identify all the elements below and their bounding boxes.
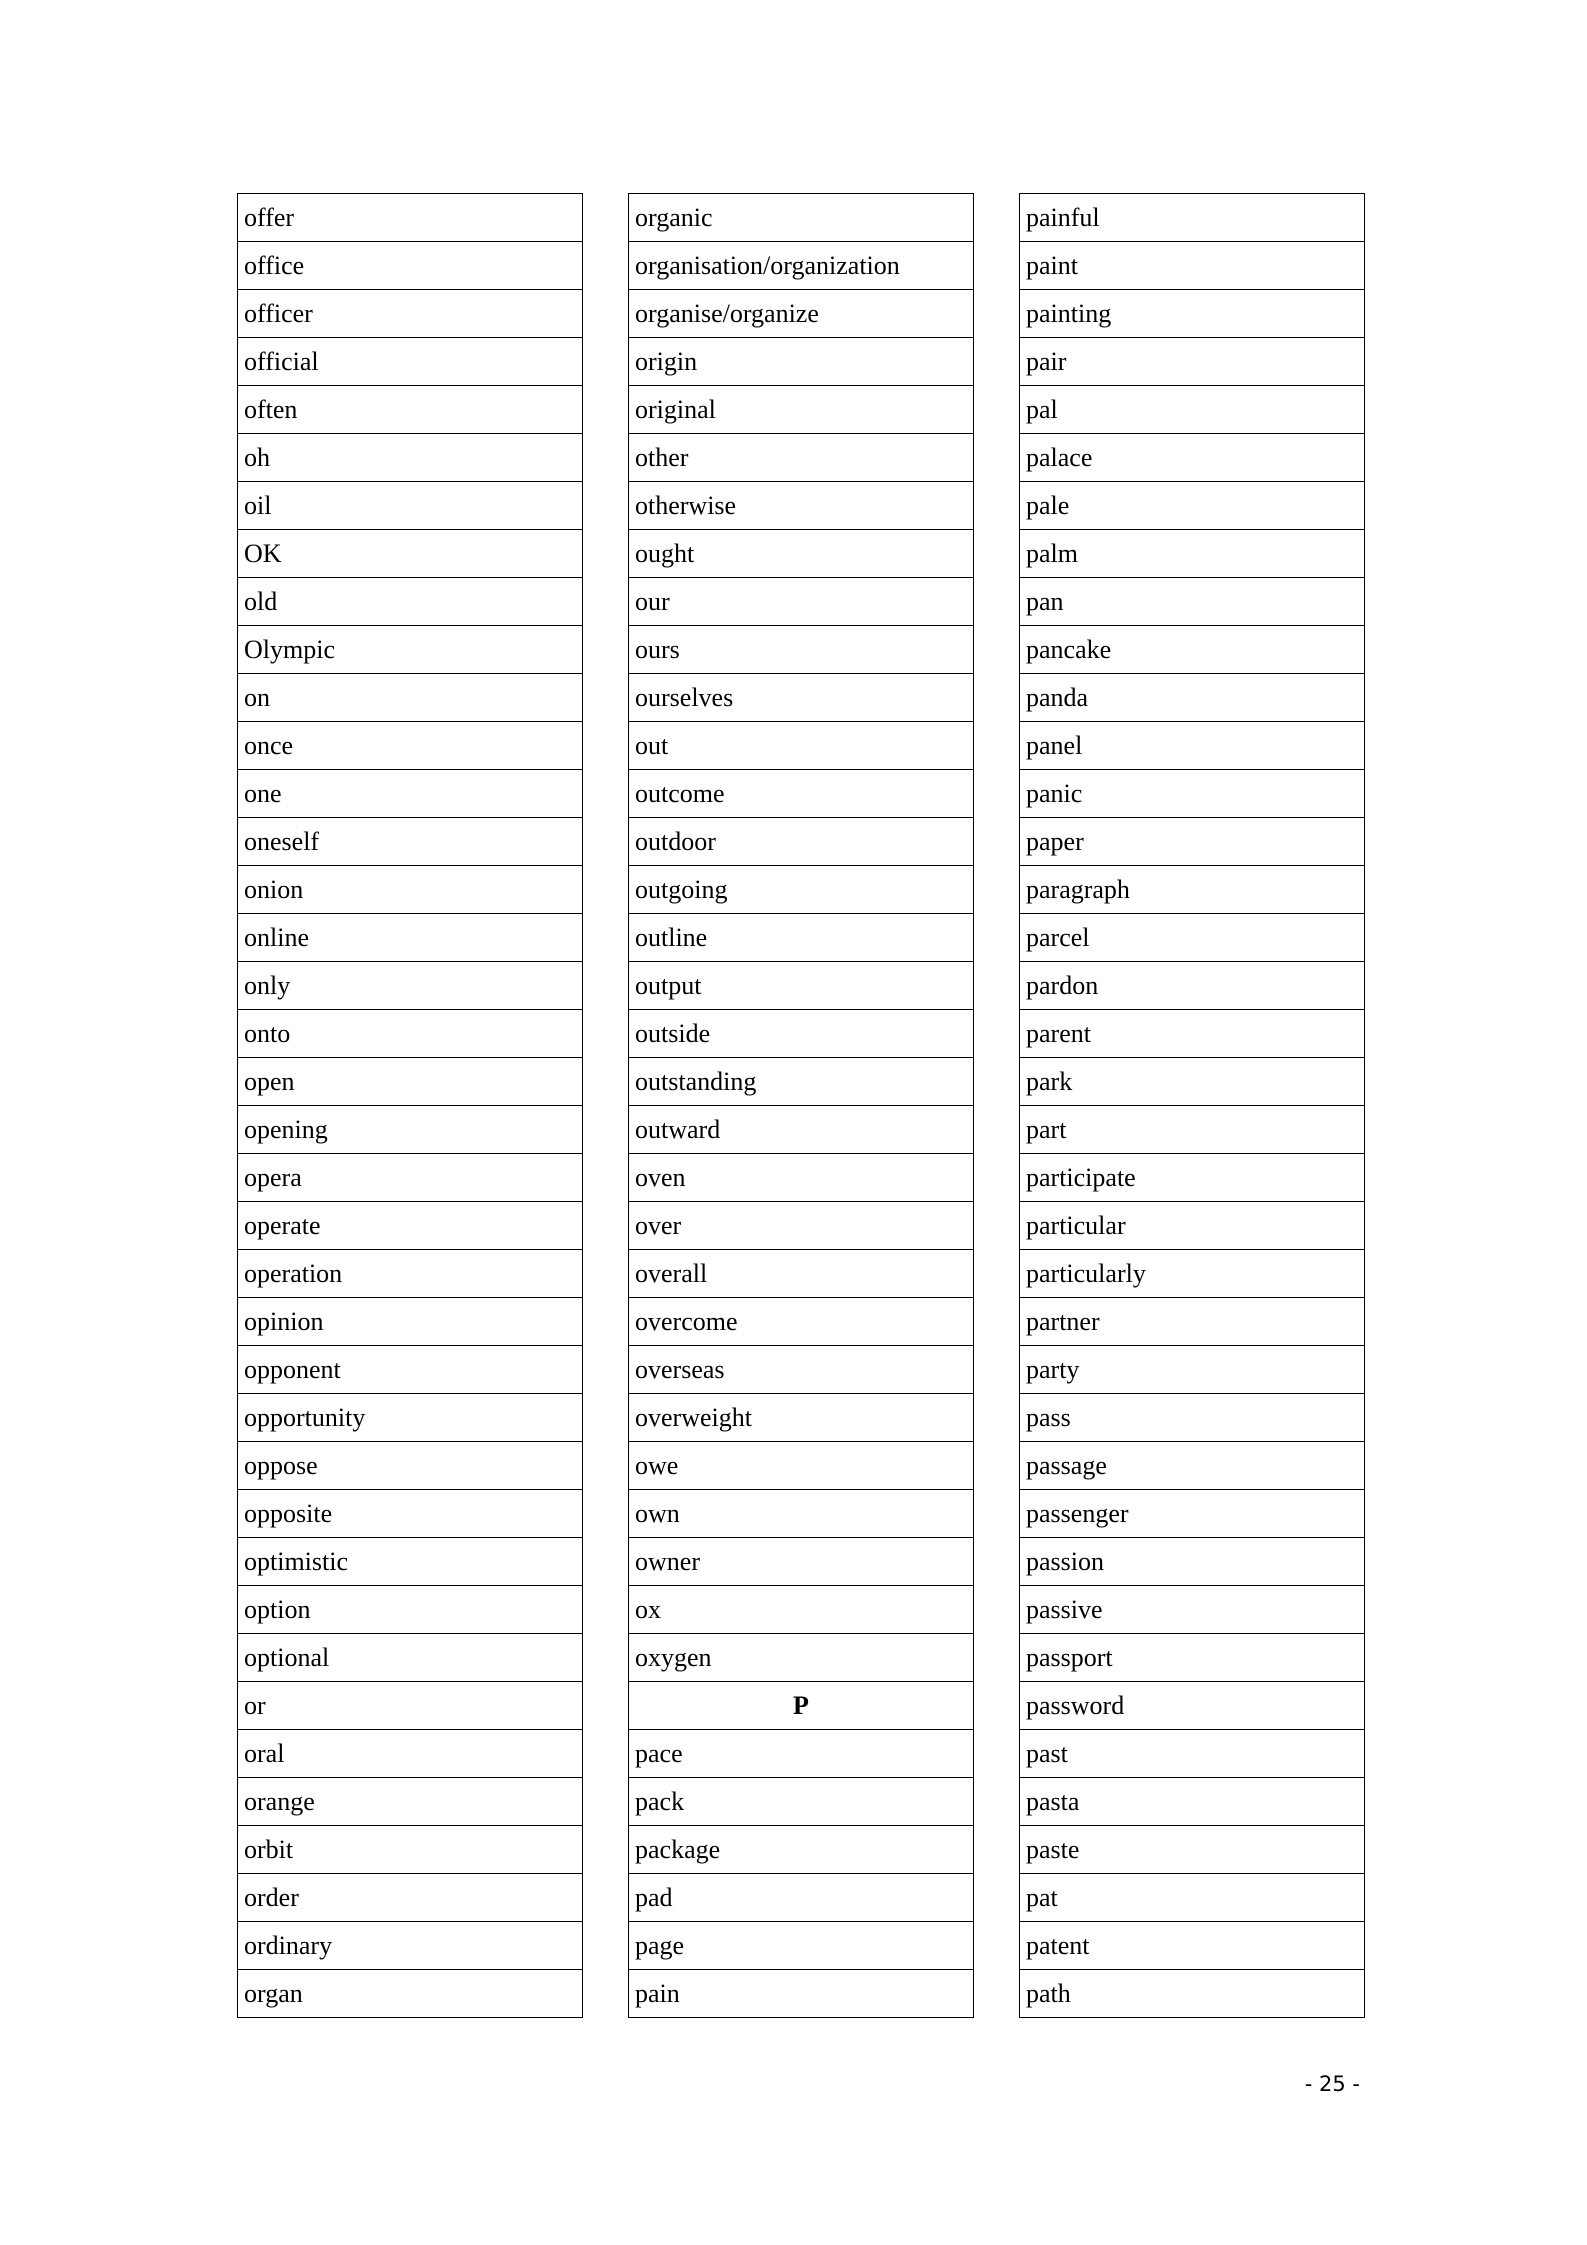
word-row — [238, 1298, 583, 1346]
word-cell: opportunity — [238, 1394, 583, 1442]
word-row — [1020, 290, 1365, 338]
word-cell: participate — [1020, 1154, 1365, 1202]
word-cell: outline — [629, 914, 974, 962]
word-column-2 — [628, 193, 974, 2018]
word-row — [1020, 1586, 1365, 1634]
word-row — [1020, 578, 1365, 626]
word-row — [1020, 722, 1365, 770]
word-cell: pan — [1020, 578, 1365, 626]
word-row — [238, 626, 583, 674]
word-cell: orbit — [238, 1826, 583, 1874]
word-cell: paragraph — [1020, 866, 1365, 914]
word-row — [1020, 914, 1365, 962]
word-row — [238, 1634, 583, 1682]
word-row — [1020, 770, 1365, 818]
word-cell: one — [238, 770, 583, 818]
word-cell: oppose — [238, 1442, 583, 1490]
word-cell: offer — [238, 194, 583, 242]
word-cell: once — [238, 722, 583, 770]
word-cell: party — [1020, 1346, 1365, 1394]
word-cell: partner — [1020, 1298, 1365, 1346]
word-row — [238, 1250, 583, 1298]
word-cell: optimistic — [238, 1538, 583, 1586]
word-column-1 — [237, 193, 583, 2018]
word-cell: order — [238, 1874, 583, 1922]
word-cell: pardon — [1020, 962, 1365, 1010]
word-cell: ox — [629, 1586, 974, 1634]
word-row — [238, 770, 583, 818]
word-row — [1020, 1250, 1365, 1298]
word-row — [629, 674, 974, 722]
word-cell: ourselves — [629, 674, 974, 722]
word-row — [238, 1394, 583, 1442]
word-cell: opening — [238, 1106, 583, 1154]
word-row — [629, 1394, 974, 1442]
word-cell: panel — [1020, 722, 1365, 770]
word-row — [629, 1010, 974, 1058]
word-row — [238, 290, 583, 338]
word-row — [1020, 1634, 1365, 1682]
word-cell: paint — [1020, 242, 1365, 290]
word-cell: pancake — [1020, 626, 1365, 674]
word-cell: outstanding — [629, 1058, 974, 1106]
word-row — [238, 1778, 583, 1826]
word-column-3 — [1019, 193, 1365, 2018]
word-row — [238, 722, 583, 770]
word-row — [629, 1490, 974, 1538]
word-cell: ours — [629, 626, 974, 674]
word-cell: pasta — [1020, 1778, 1365, 1826]
word-row — [1020, 818, 1365, 866]
word-cell: optional — [238, 1634, 583, 1682]
word-row — [629, 1970, 974, 2018]
word-row — [238, 914, 583, 962]
word-row — [1020, 1778, 1365, 1826]
word-cell: parcel — [1020, 914, 1365, 962]
word-cell: owe — [629, 1442, 974, 1490]
word-row — [238, 1682, 583, 1730]
word-row — [629, 1730, 974, 1778]
word-row — [629, 722, 974, 770]
word-row — [629, 1346, 974, 1394]
word-row — [629, 914, 974, 962]
word-cell: part — [1020, 1106, 1365, 1154]
word-row — [1020, 530, 1365, 578]
word-row — [238, 1154, 583, 1202]
word-row — [1020, 1346, 1365, 1394]
word-row — [629, 866, 974, 914]
word-row — [629, 578, 974, 626]
word-cell: past — [1020, 1730, 1365, 1778]
word-cell: overcome — [629, 1298, 974, 1346]
word-row — [629, 530, 974, 578]
word-cell: path — [1020, 1970, 1365, 2018]
word-row — [1020, 1826, 1365, 1874]
word-row — [238, 1874, 583, 1922]
word-cell: organ — [238, 1970, 583, 2018]
word-row — [238, 866, 583, 914]
word-cell: oral — [238, 1730, 583, 1778]
word-cell: pad — [629, 1874, 974, 1922]
word-row — [629, 1202, 974, 1250]
word-cell: over — [629, 1202, 974, 1250]
word-cell: output — [629, 962, 974, 1010]
word-row — [1020, 386, 1365, 434]
word-cell: passenger — [1020, 1490, 1365, 1538]
word-cell: particularly — [1020, 1250, 1365, 1298]
word-cell: pass — [1020, 1394, 1365, 1442]
word-row — [629, 1154, 974, 1202]
word-row — [1020, 1010, 1365, 1058]
word-cell: pale — [1020, 482, 1365, 530]
word-cell: palm — [1020, 530, 1365, 578]
word-cell: panic — [1020, 770, 1365, 818]
word-row — [629, 1778, 974, 1826]
word-cell: orange — [238, 1778, 583, 1826]
word-row — [238, 1106, 583, 1154]
word-cell: opposite — [238, 1490, 583, 1538]
word-cell: pace — [629, 1730, 974, 1778]
word-cell: package — [629, 1826, 974, 1874]
word-cell: overall — [629, 1250, 974, 1298]
word-cell: pal — [1020, 386, 1365, 434]
word-row — [629, 386, 974, 434]
word-cell: onion — [238, 866, 583, 914]
word-row — [1020, 1538, 1365, 1586]
word-cell: painful — [1020, 194, 1365, 242]
word-row — [238, 1730, 583, 1778]
word-row — [1020, 1490, 1365, 1538]
word-row — [629, 242, 974, 290]
word-cell: parent — [1020, 1010, 1365, 1058]
word-row — [1020, 1394, 1365, 1442]
word-cell: paper — [1020, 818, 1365, 866]
word-cell: organic — [629, 194, 974, 242]
word-row — [238, 1202, 583, 1250]
word-cell: password — [1020, 1682, 1365, 1730]
word-cell: ought — [629, 530, 974, 578]
word-row — [238, 1538, 583, 1586]
section-letter-heading: P — [629, 1682, 974, 1730]
word-cell: painting — [1020, 290, 1365, 338]
word-cell: open — [238, 1058, 583, 1106]
word-row — [629, 482, 974, 530]
word-cell: outcome — [629, 770, 974, 818]
word-cell: operation — [238, 1250, 583, 1298]
word-row — [1020, 1922, 1365, 1970]
word-row — [629, 1586, 974, 1634]
word-row — [629, 1442, 974, 1490]
word-row — [238, 1970, 583, 2018]
word-row — [238, 962, 583, 1010]
word-cell: overseas — [629, 1346, 974, 1394]
word-row — [238, 578, 583, 626]
word-cell: park — [1020, 1058, 1365, 1106]
word-cell: official — [238, 338, 583, 386]
word-row — [238, 194, 583, 242]
word-cell: oxygen — [629, 1634, 974, 1682]
word-row — [238, 386, 583, 434]
word-cell: outward — [629, 1106, 974, 1154]
word-cell: organise/organize — [629, 290, 974, 338]
word-cell: officer — [238, 290, 583, 338]
word-row — [238, 482, 583, 530]
word-row — [1020, 1442, 1365, 1490]
word-row — [629, 1058, 974, 1106]
word-row — [1020, 1058, 1365, 1106]
word-cell: passage — [1020, 1442, 1365, 1490]
word-cell: only — [238, 962, 583, 1010]
word-row — [1020, 1106, 1365, 1154]
word-cell: opinion — [238, 1298, 583, 1346]
word-row — [1020, 1970, 1365, 2018]
word-cell: OK — [238, 530, 583, 578]
word-row — [238, 1490, 583, 1538]
word-cell: organisation/organization — [629, 242, 974, 290]
word-cell: patent — [1020, 1922, 1365, 1970]
word-cell: pair — [1020, 338, 1365, 386]
word-row — [629, 1106, 974, 1154]
word-row — [629, 1682, 974, 1730]
word-row — [238, 434, 583, 482]
word-cell: pain — [629, 1970, 974, 2018]
word-cell: opponent — [238, 1346, 583, 1394]
word-row — [629, 1826, 974, 1874]
word-row — [629, 962, 974, 1010]
word-cell: outgoing — [629, 866, 974, 914]
word-cell: outdoor — [629, 818, 974, 866]
word-cell: onto — [238, 1010, 583, 1058]
word-row — [1020, 1154, 1365, 1202]
word-row — [629, 1298, 974, 1346]
word-row — [238, 1058, 583, 1106]
word-cell: office — [238, 242, 583, 290]
word-cell: paste — [1020, 1826, 1365, 1874]
word-cell: page — [629, 1922, 974, 1970]
word-cell: otherwise — [629, 482, 974, 530]
word-cell: out — [629, 722, 974, 770]
word-cell: option — [238, 1586, 583, 1634]
word-cell: own — [629, 1490, 974, 1538]
word-row — [238, 1010, 583, 1058]
word-cell: opera — [238, 1154, 583, 1202]
word-row — [238, 1586, 583, 1634]
word-row — [1020, 674, 1365, 722]
word-row — [238, 1442, 583, 1490]
word-row — [629, 338, 974, 386]
word-cell: owner — [629, 1538, 974, 1586]
word-cell: passion — [1020, 1538, 1365, 1586]
word-row — [1020, 434, 1365, 482]
word-cell: other — [629, 434, 974, 482]
word-row — [238, 242, 583, 290]
word-row — [1020, 626, 1365, 674]
word-cell: origin — [629, 338, 974, 386]
word-row — [238, 818, 583, 866]
word-cell: original — [629, 386, 974, 434]
word-row — [1020, 194, 1365, 242]
word-row — [1020, 482, 1365, 530]
word-cell: operate — [238, 1202, 583, 1250]
word-cell: our — [629, 578, 974, 626]
word-cell: pack — [629, 1778, 974, 1826]
word-cell: panda — [1020, 674, 1365, 722]
word-cell: on — [238, 674, 583, 722]
word-row — [238, 530, 583, 578]
word-row — [1020, 1202, 1365, 1250]
word-cell: outside — [629, 1010, 974, 1058]
word-row — [629, 290, 974, 338]
word-row — [238, 338, 583, 386]
word-row — [629, 626, 974, 674]
word-cell: oil — [238, 482, 583, 530]
word-row — [629, 1922, 974, 1970]
word-row — [1020, 1874, 1365, 1922]
page-number: - 25 - — [1304, 2072, 1360, 2096]
word-row — [238, 1922, 583, 1970]
word-row — [629, 1874, 974, 1922]
word-row — [629, 818, 974, 866]
word-cell: passive — [1020, 1586, 1365, 1634]
word-row — [629, 770, 974, 818]
word-cell: overweight — [629, 1394, 974, 1442]
word-row — [629, 1538, 974, 1586]
word-row — [629, 1250, 974, 1298]
word-row — [1020, 1682, 1365, 1730]
word-cell: ordinary — [238, 1922, 583, 1970]
word-cell: palace — [1020, 434, 1365, 482]
word-cell: oh — [238, 434, 583, 482]
word-row — [238, 1346, 583, 1394]
word-row — [1020, 1298, 1365, 1346]
word-cell: Olympic — [238, 626, 583, 674]
word-row — [1020, 866, 1365, 914]
word-cell: pat — [1020, 1874, 1365, 1922]
word-row — [238, 674, 583, 722]
word-cell: particular — [1020, 1202, 1365, 1250]
word-row — [629, 194, 974, 242]
word-cell: old — [238, 578, 583, 626]
word-cell: online — [238, 914, 583, 962]
word-row — [1020, 962, 1365, 1010]
word-cell: oneself — [238, 818, 583, 866]
word-cell: oven — [629, 1154, 974, 1202]
word-row — [1020, 1730, 1365, 1778]
word-cell: or — [238, 1682, 583, 1730]
word-row — [238, 1826, 583, 1874]
word-row — [629, 1634, 974, 1682]
word-cell: passport — [1020, 1634, 1365, 1682]
word-row — [1020, 338, 1365, 386]
word-row — [629, 434, 974, 482]
word-cell: often — [238, 386, 583, 434]
word-row — [1020, 242, 1365, 290]
